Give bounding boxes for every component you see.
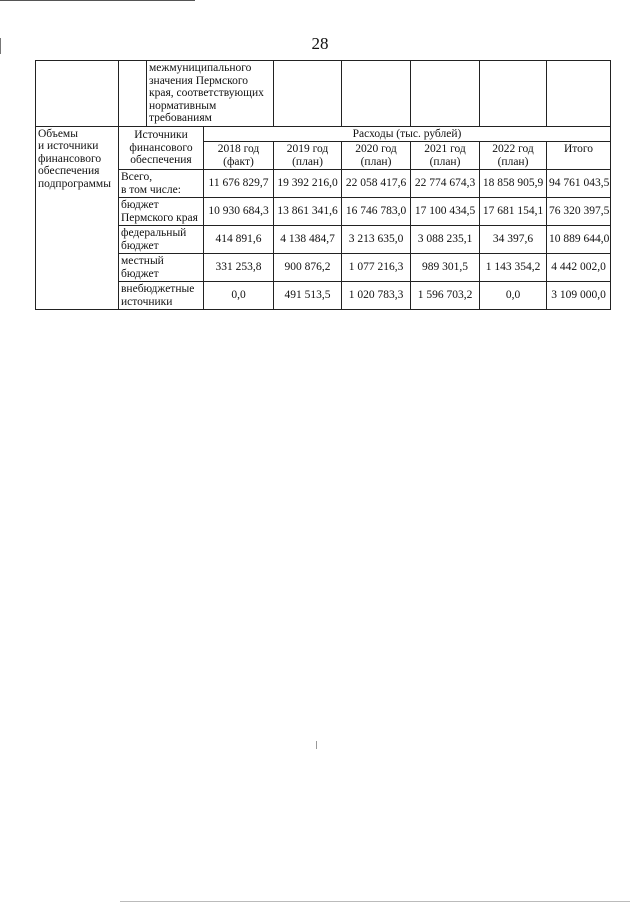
text-line: значения Пермского (149, 74, 249, 87)
value-cell: 18 858 905,9 (480, 170, 547, 198)
header-line: обеспечения (130, 154, 192, 166)
year-header-2018 (204, 142, 274, 170)
year-status: (план) (292, 155, 323, 168)
total-header: Итого (547, 142, 611, 170)
value-cell: 3 213 635,0 (342, 226, 411, 254)
value-cell: 1 020 783,3 (342, 282, 411, 310)
value-cell: 414 891,6 (204, 226, 274, 254)
header-line: Источники (134, 129, 188, 141)
year-label: 2018 год (217, 143, 260, 155)
year-label: 2021 год (424, 143, 466, 155)
value-cell: 1 596 703,2 (411, 282, 480, 310)
year-header-2020 (342, 142, 411, 170)
source-cell (119, 282, 204, 310)
blank-cell (119, 61, 147, 127)
year-header-2022 (480, 142, 547, 170)
section-label-line: подпрограммы (38, 177, 111, 190)
page-number: 28 (311, 34, 329, 53)
value-cell: 22 058 417,6 (342, 170, 411, 198)
year-label: 2022 год (492, 143, 534, 155)
header-line: финансового (129, 141, 193, 154)
blank-cell (36, 61, 119, 127)
value-cell: 3 109 000,0 (547, 282, 611, 310)
source-cell (119, 198, 204, 226)
source-cell (119, 226, 204, 254)
value-cell: 10 930 684,3 (204, 198, 274, 226)
source-line: Всего, (121, 171, 153, 183)
value-cell: 13 861 341,6 (274, 198, 342, 226)
table-row (36, 254, 611, 282)
table-row (36, 170, 611, 198)
value-cell: 491 513,5 (274, 282, 342, 310)
source-line: источники (121, 295, 173, 308)
financing-table (35, 60, 611, 310)
source-line: бюджет (121, 267, 159, 280)
value-cell: 11 676 829,7 (204, 170, 274, 198)
value-cell: 34 397,6 (480, 226, 547, 254)
table-row (36, 282, 611, 310)
table-row (36, 226, 611, 254)
source-line: Пермского края (121, 211, 198, 224)
year-status: (план) (360, 155, 392, 168)
scan-edge-line (0, 0, 195, 1)
year-status: (план) (429, 155, 461, 168)
section-label-line: финансового (38, 152, 102, 165)
value-cell: 331 253,8 (204, 254, 274, 282)
source-line: в том числе: (121, 183, 181, 196)
section-label-cell (36, 126, 119, 310)
value-cell: 19 392 216,0 (274, 170, 342, 198)
value-cell: 4 138 484,7 (274, 226, 342, 254)
value-cell: 1 077 216,3 (342, 254, 411, 282)
year-header-2021 (411, 142, 480, 170)
continued-row (36, 61, 611, 127)
expenses-header: Расходы (тыс. рублей) (204, 126, 611, 142)
value-cell: 16 746 783,0 (342, 198, 411, 226)
scan-speck (316, 741, 317, 749)
source-line: местный (121, 255, 164, 267)
year-status: (план) (497, 155, 529, 168)
text-line: требованиям (149, 112, 212, 124)
value-cell: 3 088 235,1 (411, 226, 480, 254)
table-row (36, 198, 611, 226)
blank-cell (274, 61, 342, 127)
value-cell: 0,0 (204, 282, 274, 310)
value-cell: 17 681 154,1 (480, 198, 547, 226)
value-cell: 10 889 644,0 (547, 226, 611, 254)
value-cell: 94 761 043,5 (547, 170, 611, 198)
header-row (36, 126, 611, 142)
value-cell: 76 320 397,5 (547, 198, 611, 226)
scan-edge-line-bottom (120, 901, 630, 902)
section-label-line: Объемы (38, 127, 78, 140)
year-status: (факт) (223, 155, 254, 168)
section-label-line: и источники (38, 140, 99, 152)
year-label: 2019 год (286, 143, 329, 155)
blank-cell (547, 61, 611, 127)
text-line: межмуниципального (149, 62, 252, 74)
text-line: нормативным (149, 99, 217, 112)
source-cell (119, 254, 204, 282)
value-cell: 0,0 (480, 282, 547, 310)
source-line: бюджет (121, 239, 159, 252)
value-cell: 4 442 002,0 (547, 254, 611, 282)
source-line: федеральный (121, 227, 187, 239)
year-header-2019 (274, 142, 342, 170)
continued-text-cell (147, 61, 274, 127)
value-cell: 1 143 354,2 (480, 254, 547, 282)
blank-cell (342, 61, 411, 127)
section-label-line: обеспечения (38, 165, 100, 177)
value-cell: 900 876,2 (274, 254, 342, 282)
blank-cell (411, 61, 480, 127)
blank-cell (480, 61, 547, 127)
text-line: края, соответствующих (149, 87, 264, 99)
value-cell: 22 774 674,3 (411, 170, 480, 198)
sources-header (119, 126, 204, 170)
source-line: бюджет (121, 199, 159, 211)
value-cell: 989 301,5 (411, 254, 480, 282)
year-label: 2020 год (355, 143, 397, 155)
source-cell (119, 170, 204, 198)
value-cell: 17 100 434,5 (411, 198, 480, 226)
source-line: внебюджетные (121, 283, 195, 295)
